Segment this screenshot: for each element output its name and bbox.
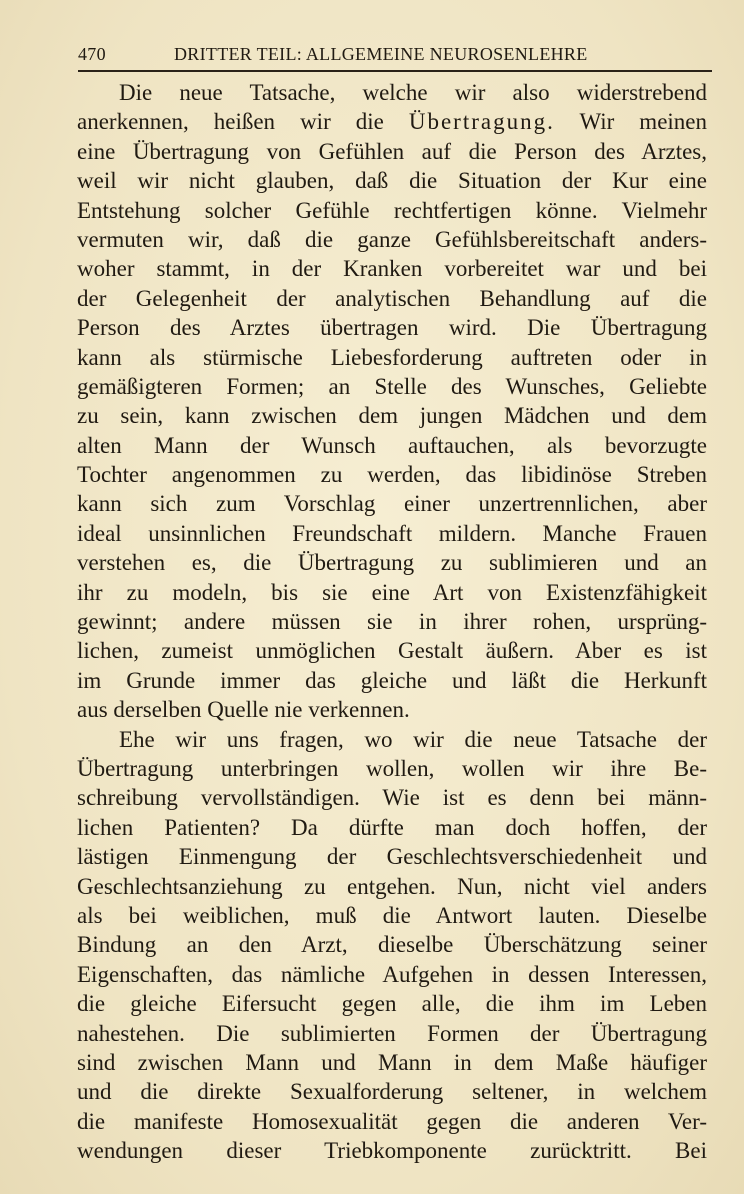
text-line: lästigen Einmengung der Geschlechtsverschiedenheit und [77, 844, 707, 870]
text-line: vermuten wir, daß die ganze Gefühlsbereitschaft anders- [77, 226, 707, 252]
text-line: Eigenschaften, das nämliche Aufgehen in dessen Interessen, [77, 961, 707, 987]
running-title: DRITTER TEIL: ALLGEMEINE NEUROSENLEHRE [174, 44, 588, 64]
text-line: aus derselben Quelle nie verkennen. [77, 697, 410, 723]
text-line: nahestehen. Die sublimierten Formen der Übertragung [77, 1020, 707, 1046]
text-segment: anerkennen, heißen wir die [77, 109, 409, 135]
body-text [77, 78, 707, 1165]
text-line: die gleiche Eifersucht gegen alle, die ihm im Leben [77, 991, 707, 1017]
emphasized-term: Übertragung. [408, 109, 555, 135]
text-line: und die direkte Sexualforderung seltener, in welchem [77, 1079, 707, 1105]
text-line: lichen, zumeist unmöglichen Gestalt äußern. Aber es ist [77, 638, 707, 664]
text-line: ihr zu modeln, bis sie eine Art von Existenzfähigkeit [77, 579, 707, 605]
text-line: Tochter angenommen zu werden, das libidinöse Streben [77, 462, 707, 488]
text-line: verstehen es, die Übertragung zu sublimieren und an [77, 550, 707, 576]
text-line: Entstehung solcher Gefühle rechtfertigen könne. Vielmehr [77, 197, 707, 223]
text-line: Bindung an den Arzt, dieselbe Überschätzung seiner [77, 932, 707, 958]
text-line: die manifeste Homosexualität gegen die anderen Ver- [77, 1108, 707, 1134]
text-line: gemäßigteren Formen; an Stelle des Wunsches, Geliebte [77, 373, 707, 399]
page-header [78, 44, 712, 70]
page-number: 470 [78, 44, 106, 64]
text-line: Die neue Tatsache, welche wir also widerstrebend [119, 80, 707, 105]
text-line: sind zwischen Mann und Mann in dem Maße häufiger [77, 1049, 707, 1075]
text-line: lichen Patienten? Da dürfte man doch hoffen, der [77, 814, 707, 840]
text-line: Übertragung unterbringen wollen, wollen wir ihre Be- [77, 755, 707, 781]
text-line: kann als stürmische Liebesforderung auftreten oder in [77, 344, 707, 370]
text-line: der Gelegenheit der analytischen Behandlung auf die [77, 285, 707, 311]
text-line: Ehe wir uns fragen, wo wir die neue Tatsache der [119, 726, 707, 752]
header-rule [78, 70, 712, 72]
text-line: wendungen dieser Triebkomponente zurücktritt. Bei [77, 1138, 707, 1164]
text-line [77, 107, 707, 136]
text-line: als bei weiblichen, muß die Antwort lauten. Dieselbe [77, 902, 707, 928]
text-line: alten Mann der Wunsch auftauchen, als bevorzugte [77, 432, 707, 458]
text-line: Geschlechtsanziehung zu entgehen. Nun, nicht viel anders [77, 873, 707, 899]
text-line: gewinnt; andere müssen sie in ihrer rohen, ursprüng- [77, 609, 707, 635]
text-line: schreibung vervollständigen. Wie ist es denn bei männ- [77, 785, 707, 811]
text-line: ideal unsinnlichen Freundschaft mildern. Manche Frauen [77, 520, 707, 546]
text-line: weil wir nicht glauben, daß die Situation der Kur eine [77, 168, 707, 194]
text-line: im Grunde immer das gleiche und läßt die Herkunft [77, 667, 707, 693]
text-line: eine Übertragung von Gefühlen auf die Person des Arztes, [77, 138, 707, 164]
text-segment: Wir meinen [554, 109, 707, 135]
text-line: kann sich zum Vorschlag einer unzertrennlichen, aber [77, 491, 707, 517]
text-line: Person des Arztes übertragen wird. Die Übertragung [77, 315, 707, 341]
text-line: zu sein, kann zwischen dem jungen Mädchen und dem [77, 403, 707, 429]
text-line: woher stammt, in der Kranken vorbereitet war und bei [77, 256, 707, 282]
